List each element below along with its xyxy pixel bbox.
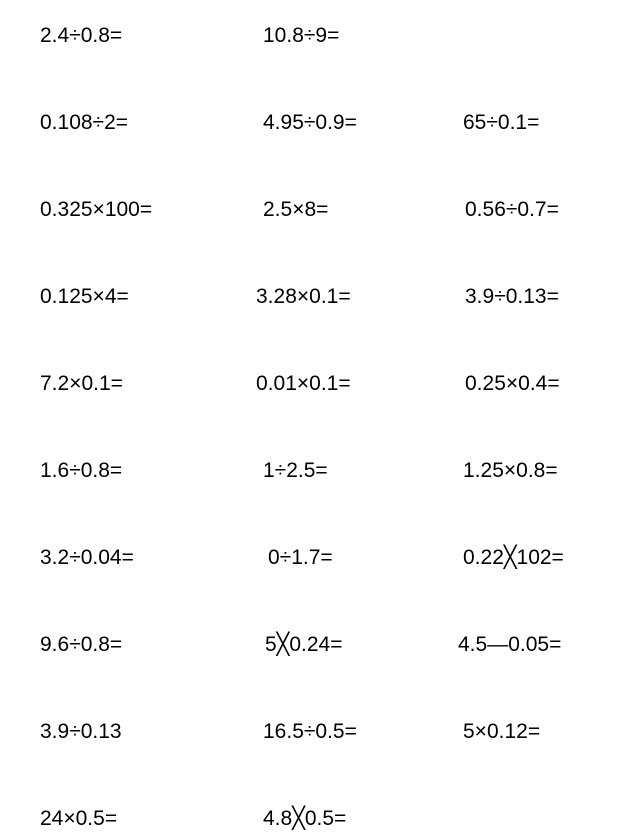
problem-r9-c3: 5×0.12= [463, 720, 541, 743]
problem-r8-c3: 4.5—0.05= [458, 633, 562, 656]
problem-r8-c2: 5╳0.24= [265, 633, 343, 656]
problem-r6-c1: 1.6÷0.8= [40, 459, 123, 482]
problem-r7-c1: 3.2÷0.04= [40, 546, 134, 569]
problem-r6-c2: 1÷2.5= [263, 459, 328, 482]
problem-r3-c1: 0.325×100= [40, 198, 153, 221]
problem-r6-c3: 1.25×0.8= [463, 459, 558, 482]
problem-r9-c1: 3.9÷0.13 [40, 720, 122, 743]
problem-r10-c2: 4.8╳0.5= [263, 807, 347, 830]
problem-r9-c2: 16.5÷0.5= [263, 720, 357, 743]
problem-r8-c1: 9.6÷0.8= [40, 633, 123, 656]
problem-r5-c3: 0.25×0.4= [465, 372, 560, 395]
problem-r3-c3: 0.56÷0.7= [465, 198, 559, 221]
problem-r4-c2: 3.28×0.1= [256, 285, 351, 308]
problem-r4-c3: 3.9÷0.13= [465, 285, 559, 308]
problem-r2-c2: 4.95÷0.9= [263, 111, 357, 134]
problem-r5-c1: 7.2×0.1= [40, 372, 123, 395]
problem-r2-c1: 0.108÷2= [40, 111, 129, 134]
problem-r7-c2: 0÷1.7= [268, 546, 333, 569]
problem-r1-c1: 2.4÷0.8= [40, 24, 123, 47]
problem-r1-c2: 10.8÷9= [263, 24, 340, 47]
problem-r3-c2: 2.5×8= [263, 198, 329, 221]
problem-r4-c1: 0.125×4= [40, 285, 129, 308]
problem-r10-c1: 24×0.5= [40, 807, 118, 830]
problem-r2-c3: 65÷0.1= [463, 111, 540, 134]
problem-r5-c2: 0.01×0.1= [256, 372, 351, 395]
problem-r7-c3: 0.22╳102= [463, 546, 564, 569]
